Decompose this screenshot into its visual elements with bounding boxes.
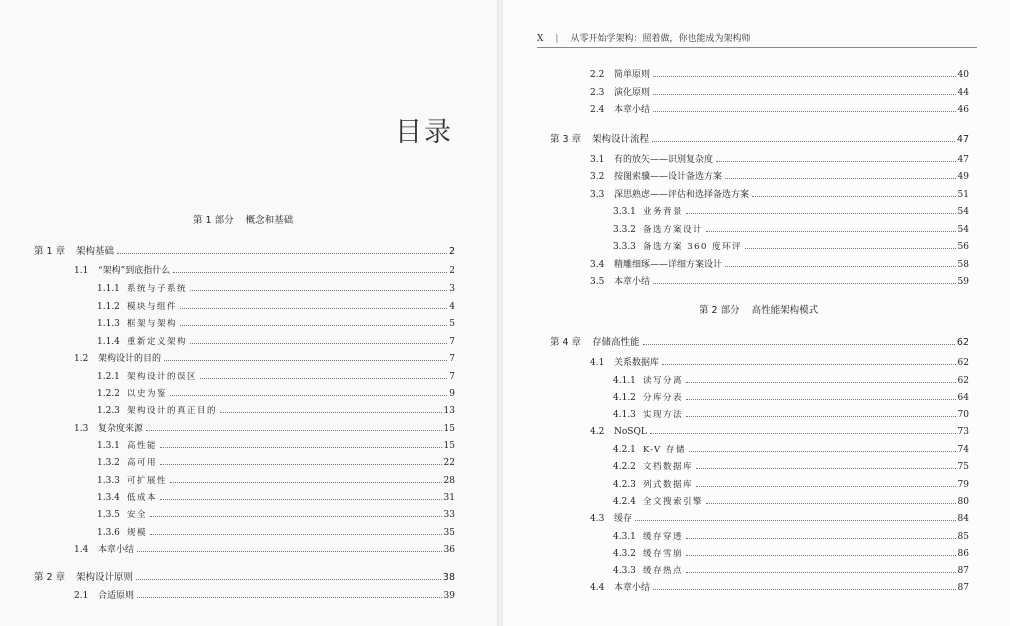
toc-entry-sub (613, 545, 969, 559)
leader-dots (706, 231, 956, 232)
entry-page: 75 (957, 462, 969, 472)
toc-entry-sub (97, 333, 455, 347)
entry-page: 51 (957, 190, 969, 200)
entry-number: 4.4 (590, 583, 605, 593)
entry-page: 4 (449, 302, 455, 312)
entry-title: 合适原则 (98, 591, 135, 601)
entry-page: 70 (957, 410, 969, 420)
entry-number: 1.4 (74, 545, 89, 555)
entry-number: 3.3.2 (613, 225, 636, 235)
toc-entry-section (590, 273, 969, 287)
entry-number: 1.1 (74, 266, 89, 276)
leader-dots (686, 213, 956, 214)
leader-dots (150, 516, 442, 517)
entry-number: 1.3.4 (97, 493, 120, 503)
entry-page: 3 (449, 284, 455, 294)
toc-entry-sub (97, 402, 455, 416)
toc-entry-section (74, 350, 455, 364)
entry-number: 4.2.2 (613, 462, 636, 472)
leader-dots (686, 416, 956, 417)
entry-number: 4.1.2 (613, 393, 636, 403)
toc-entry-sub (613, 562, 969, 576)
entry-title: 按图索骥——设计备选方案 (614, 172, 723, 182)
leader-dots (146, 430, 442, 431)
leader-dots (164, 360, 447, 361)
entry-title: 架构基础 (76, 246, 115, 257)
entry-page: 2 (448, 246, 455, 257)
toc-entry-sub (613, 221, 969, 235)
leader-dots (686, 538, 956, 539)
part-heading (699, 302, 818, 316)
leader-dots (200, 378, 447, 379)
toc-entry-sub (97, 506, 455, 520)
entry-number: 4.2.4 (613, 497, 636, 507)
entry-page: 5 (449, 319, 455, 329)
entry-title: 读写分离 (643, 376, 684, 386)
entry-page: 87 (957, 583, 969, 593)
entry-title: 低成本 (127, 493, 158, 503)
entry-page: 44 (957, 88, 969, 98)
leader-dots (190, 343, 447, 344)
leader-dots (686, 382, 956, 383)
part-number: 第 1 部分 (193, 215, 234, 226)
toc-entry-chapter (550, 131, 969, 145)
leader-dots (653, 283, 956, 284)
leader-dots (686, 572, 956, 573)
entry-title: 规模 (127, 528, 148, 538)
leader-dots (725, 266, 956, 267)
toc-entry-section (590, 168, 969, 182)
toc-entry-chapter (34, 569, 455, 583)
toc-entry-sub (97, 280, 455, 294)
running-head-separator: | (555, 34, 559, 44)
entry-title: 模块与组件 (127, 302, 178, 312)
entry-page: 49 (957, 172, 969, 182)
entry-page: 40 (957, 70, 969, 80)
entry-page: 9 (449, 389, 455, 399)
entry-title: 架构设计流程 (592, 134, 650, 145)
entry-page: 28 (443, 476, 455, 486)
leader-dots (220, 412, 442, 413)
entry-title: 重新定义架构 (127, 337, 188, 347)
leader-dots (686, 399, 956, 400)
entry-title: 备选方案设计 (643, 225, 704, 235)
leader-dots (653, 94, 956, 95)
toc-entry-sub (613, 203, 969, 217)
left-page (0, 0, 497, 626)
toc-entry-sub (97, 437, 455, 451)
entry-title: 架构设计的真正目的 (127, 406, 218, 416)
entry-title: 安全 (127, 510, 148, 520)
entry-title: “架构”到底指什么 (98, 266, 171, 276)
entry-number: 4.3.2 (613, 549, 636, 559)
entry-title: 缓存 (614, 514, 633, 524)
entry-number: 第 3 章 (550, 134, 582, 145)
leader-dots (662, 364, 956, 365)
entry-title: 简单原则 (614, 70, 651, 80)
part-title: 高性能架构模式 (751, 305, 819, 316)
toc-entry-section (590, 423, 969, 437)
toc-entry-section (74, 587, 455, 601)
entry-page: 31 (443, 493, 455, 503)
running-head-title: 从零开始学架构：照着做，你也能成为架构师 (570, 34, 751, 44)
entry-title: 有的放矢——识别复杂度 (614, 155, 714, 165)
leader-dots (752, 196, 956, 197)
entry-page: 62 (957, 376, 969, 386)
leader-dots (160, 464, 442, 465)
toc-entry-section (590, 101, 969, 115)
entry-page: 79 (957, 480, 969, 490)
entry-number: 1.2 (74, 354, 89, 364)
entry-page: 13 (443, 406, 455, 416)
entry-number: 1.1.3 (97, 319, 120, 329)
entry-number: 1.3.6 (97, 528, 120, 538)
entry-page: 56 (957, 242, 969, 252)
leader-dots (686, 555, 956, 556)
entry-title: 缓存雪崩 (643, 549, 684, 559)
toc-entry-chapter (34, 243, 455, 257)
leader-dots (653, 111, 956, 112)
entry-number: 第 4 章 (550, 337, 582, 348)
entry-number: 3.5 (590, 277, 605, 287)
entry-number: 1.2.1 (97, 372, 120, 382)
toc-entry-sub (97, 298, 455, 312)
toc-entry-section (590, 186, 969, 200)
toc-entry-section (590, 256, 969, 270)
leader-dots (696, 468, 956, 469)
entry-page: 80 (957, 497, 969, 507)
entry-number: 4.2 (590, 427, 605, 437)
entry-title: 以史为鉴 (127, 389, 168, 399)
entry-title: 复杂度来源 (98, 424, 144, 434)
entry-page: 7 (449, 337, 455, 347)
entry-page: 58 (957, 260, 969, 270)
entry-title: K-V 存储 (643, 445, 686, 455)
entry-page: 64 (957, 393, 969, 403)
entry-number: 2.3 (590, 88, 605, 98)
entry-page: 22 (443, 458, 455, 468)
entry-page: 84 (957, 514, 969, 524)
toc-entry-sub (97, 524, 455, 538)
entry-number: 2.4 (590, 105, 605, 115)
toc-entry-sub (613, 493, 969, 507)
entry-number: 1.3.5 (97, 510, 120, 520)
entry-title: NoSQL (614, 427, 647, 437)
entry-number: 1.1.1 (97, 284, 120, 294)
leader-dots (643, 344, 955, 345)
toc-entry-sub (97, 315, 455, 329)
entry-page: 87 (957, 566, 969, 576)
toc-entry-section (590, 66, 969, 80)
entry-title: 关系数据库 (614, 358, 660, 368)
leader-dots (137, 597, 442, 598)
toc-entry-sub (613, 372, 969, 386)
leader-dots (160, 447, 442, 448)
leader-dots (173, 272, 447, 273)
entry-number: 1.3.3 (97, 476, 120, 486)
leader-dots (696, 486, 956, 487)
toc-entry-sub (97, 454, 455, 468)
entry-title: 架构设计的误区 (127, 372, 198, 382)
toc-entry-sub (97, 368, 455, 382)
entry-number: 2.1 (74, 591, 89, 601)
toc-entry-sub (613, 441, 969, 455)
entry-page: 15 (443, 424, 455, 434)
entry-title: 深思熟虑——评估和选择备选方案 (614, 190, 750, 200)
entry-number: 4.2.1 (613, 445, 636, 455)
toc-entry-chapter (550, 334, 969, 348)
entry-title: 实现方法 (643, 410, 684, 420)
toc-entry-sub (613, 528, 969, 542)
entry-page: 35 (443, 528, 455, 538)
entry-title: 业务背景 (643, 207, 684, 217)
toc-entry-section (74, 420, 455, 434)
leader-dots (653, 76, 956, 77)
entry-title: 缓存穿透 (643, 532, 684, 542)
leader-dots (725, 178, 956, 179)
entry-title: 备选方案 360 度环评 (643, 242, 743, 252)
leader-dots (706, 503, 956, 504)
entry-number: 4.2.3 (613, 480, 636, 490)
entry-number: 3.3.3 (613, 242, 636, 252)
entry-page: 33 (443, 510, 455, 520)
entry-title: 框架与架构 (127, 319, 178, 329)
entry-number: 4.1.3 (613, 410, 636, 420)
entry-number: 第 2 章 (34, 572, 66, 583)
leader-dots (150, 534, 442, 535)
entry-number: 4.3 (590, 514, 605, 524)
entry-number: 4.1 (590, 358, 605, 368)
part-title: 概念和基础 (245, 215, 294, 226)
entry-title: 架构设计原则 (76, 572, 134, 583)
entry-title: 系统与子系统 (127, 284, 188, 294)
entry-number: 3.1 (590, 155, 605, 165)
entry-number: 1.3.2 (97, 458, 120, 468)
toc-entry-section (590, 579, 969, 593)
entry-title: 列式数据库 (643, 480, 694, 490)
running-head (537, 31, 977, 48)
entry-number: 3.4 (590, 260, 605, 270)
entry-page: 7 (449, 372, 455, 382)
leader-dots (180, 308, 447, 309)
toc-title: 目录 (395, 117, 453, 148)
entry-page: 39 (443, 591, 455, 601)
entry-page: 2 (449, 266, 455, 276)
leader-dots (653, 589, 956, 590)
entry-title: 缓存热点 (643, 566, 684, 576)
entry-number: 3.3.1 (613, 207, 636, 217)
toc-entry-sub (613, 458, 969, 472)
entry-page: 54 (957, 207, 969, 217)
leader-dots (745, 248, 955, 249)
entry-page: 62 (956, 337, 969, 348)
toc-entry-sub (97, 385, 455, 399)
entry-title: 演化原则 (614, 88, 651, 98)
part-number: 第 2 部分 (699, 305, 740, 316)
entry-title: 本章小结 (614, 105, 651, 115)
entry-number: 1.1.2 (97, 302, 120, 312)
entry-number: 4.3.3 (613, 566, 636, 576)
toc-entry-sub (97, 472, 455, 486)
entry-number: 1.1.4 (97, 337, 120, 347)
leader-dots (650, 433, 956, 434)
entry-number: 第 1 章 (34, 246, 66, 257)
entry-page: 54 (957, 225, 969, 235)
toc-entry-section (74, 541, 455, 555)
toc-entry-section (74, 262, 455, 276)
entry-page: 73 (957, 427, 969, 437)
entry-page: 47 (957, 155, 969, 165)
leader-dots (170, 395, 447, 396)
leader-dots (136, 579, 441, 580)
entry-number: 3.2 (590, 172, 605, 182)
entry-title: 可扩展性 (127, 476, 168, 486)
entry-title: 本章小结 (614, 583, 651, 593)
toc-entry-sub (613, 238, 969, 252)
entry-title: 全文搜索引擎 (643, 497, 704, 507)
entry-page: 59 (957, 277, 969, 287)
entry-page: 36 (443, 545, 455, 555)
entry-title: 精雕细琢——详细方案设计 (614, 260, 723, 270)
entry-page: 46 (957, 105, 969, 115)
entry-page: 86 (957, 549, 969, 559)
leader-dots (180, 325, 447, 326)
entry-title: 分库分表 (643, 393, 684, 403)
running-head-page: X (537, 34, 544, 44)
entry-number: 1.3.1 (97, 441, 120, 451)
entry-number: 2.2 (590, 70, 605, 80)
entry-page: 62 (957, 358, 969, 368)
toc-entry-sub (613, 389, 969, 403)
entry-page: 7 (449, 354, 455, 364)
entry-number: 1.2.2 (97, 389, 120, 399)
leader-dots (635, 520, 956, 521)
toc-entry-section (590, 151, 969, 165)
leader-dots (170, 482, 442, 483)
entry-page: 47 (956, 134, 969, 145)
part-heading (193, 212, 293, 226)
toc-entry-sub (97, 489, 455, 503)
entry-page: 15 (443, 441, 455, 451)
entry-title: 架构设计的目的 (98, 354, 162, 364)
entry-number: 1.3 (74, 424, 89, 434)
leader-dots (137, 551, 442, 552)
leader-dots (689, 451, 956, 452)
entry-page: 38 (442, 572, 455, 583)
leader-dots (190, 290, 447, 291)
toc-entry-section (590, 510, 969, 524)
entry-number: 3.3 (590, 190, 605, 200)
entry-title: 文档数据库 (643, 462, 694, 472)
leader-dots (652, 141, 955, 142)
leader-dots (117, 253, 447, 254)
entry-number: 4.3.1 (613, 532, 636, 542)
right-page (503, 0, 1010, 626)
leader-dots (716, 161, 956, 162)
entry-number: 4.1.1 (613, 376, 636, 386)
entry-title: 存储高性能 (592, 337, 640, 348)
entry-page: 85 (957, 532, 969, 542)
entry-title: 本章小结 (98, 545, 135, 555)
entry-number: 1.2.3 (97, 406, 120, 416)
entry-title: 高可用 (127, 458, 158, 468)
toc-entry-section (590, 354, 969, 368)
toc-entry-section (590, 84, 969, 98)
entry-page: 74 (957, 445, 969, 455)
entry-title: 高性能 (127, 441, 158, 451)
toc-entry-sub (613, 406, 969, 420)
toc-entry-sub (613, 476, 969, 490)
entry-title: 本章小结 (614, 277, 651, 287)
leader-dots (160, 499, 442, 500)
